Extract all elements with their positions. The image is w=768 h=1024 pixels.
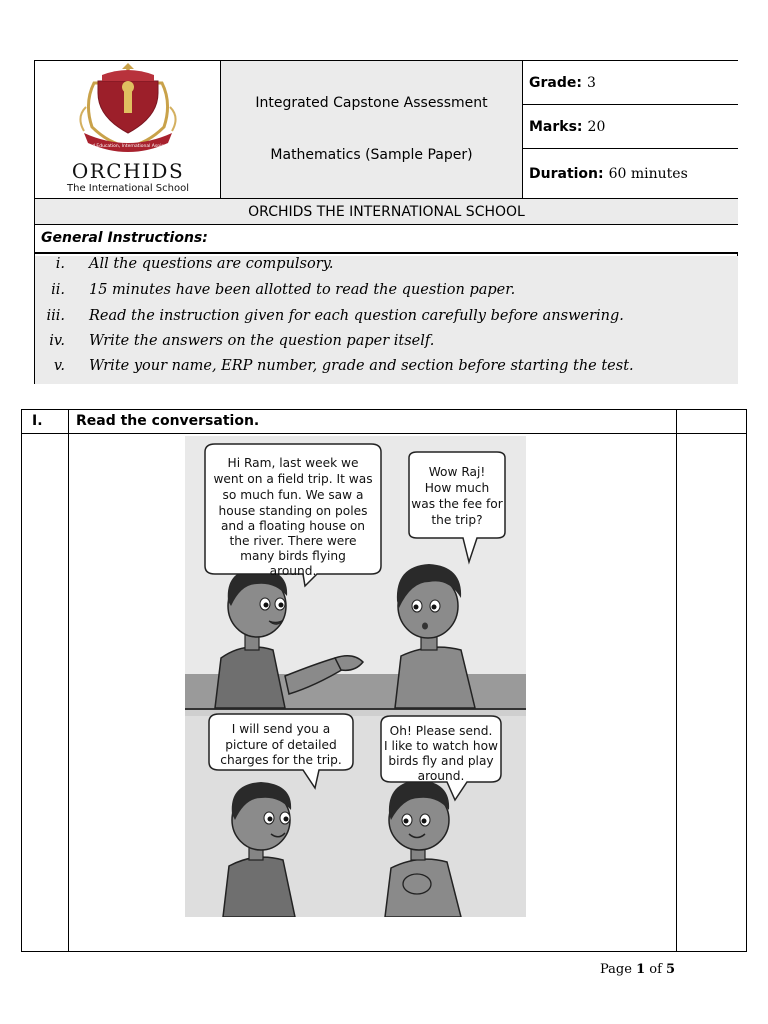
instructions-heading: General Instructions: (35, 225, 738, 254)
bubble-3-line: charges for the trip. (220, 753, 342, 767)
question-text: Read the conversation. (76, 413, 260, 429)
instruction-number: iii. (46, 308, 65, 324)
bubble-2-line: the trip? (431, 513, 483, 527)
info-cell (523, 61, 738, 198)
bubble-2-line: Wow Raj! (428, 465, 486, 479)
header-box (34, 60, 738, 384)
instruction-text: All the questions are compulsory. (89, 256, 334, 272)
school-name: ORCHIDS THE INTERNATIONAL SCHOOL (35, 198, 738, 225)
instruction-text: Write the answers on the question paper itself. (89, 333, 435, 349)
marks-value: 20 (587, 118, 606, 135)
instruction-number: ii. (51, 282, 65, 298)
paper-title: Integrated Capstone Assessment (255, 95, 488, 111)
title-cell (221, 61, 523, 198)
paper-subject: Mathematics (Sample Paper) (270, 147, 473, 163)
page-word: Page (600, 962, 632, 977)
instruction-number: v. (53, 358, 65, 374)
duration-row (523, 149, 738, 198)
bubble-4-line: I like to watch how (383, 739, 499, 753)
instruction-number: iv. (49, 333, 65, 349)
school-logo (35, 61, 221, 198)
instruction-number: i. (55, 256, 65, 272)
bubble-1-line: house standing on poles (218, 504, 368, 518)
row-divider (22, 433, 746, 434)
logo-subtitle: The International School (67, 183, 189, 194)
bubble-4-line: birds fly and play (388, 754, 494, 768)
column-divider (68, 410, 69, 951)
grade-label: Grade: (529, 74, 582, 91)
instruction-text: Write your name, ERP number, grade and section before starting the test. (89, 358, 634, 374)
instruction-item (35, 333, 738, 359)
logo-wordmark: ORCHIDS (71, 159, 185, 183)
duration-value: 60 minutes (608, 165, 688, 182)
current-page: 1 (636, 962, 646, 977)
instruction-text: Read the instruction given for each question carefully before answering. (89, 308, 624, 324)
bubble-2-line: How much (424, 481, 490, 495)
bubble-1-line: and a floating house on (220, 519, 366, 533)
instructions-list (35, 256, 738, 384)
logo-cell (35, 61, 221, 198)
bubble-3-line: picture of detailed (225, 738, 337, 752)
instruction-item (35, 308, 738, 334)
bubble-1-line: around. (269, 564, 317, 578)
total-pages: 5 (666, 962, 676, 977)
instruction-item (35, 358, 738, 384)
comic-svg (185, 436, 526, 917)
bubble-4-line: Oh! Please send. (389, 724, 493, 738)
instruction-text: 15 minutes have been allotted to read the question paper. (89, 282, 516, 298)
bubble-2-line: was the fee for (411, 497, 503, 511)
duration-label: Duration: (529, 165, 604, 182)
bubble-1-line: Hi Ram, last week we (227, 456, 359, 470)
instruction-item (35, 282, 738, 308)
question-number: I. (32, 413, 43, 429)
comic-illustration (185, 436, 526, 917)
marks-row (523, 105, 738, 149)
marks-label: Marks: (529, 118, 583, 135)
column-divider (676, 410, 677, 951)
bubble-1-line: the river. There were (229, 534, 357, 548)
of-word: of (649, 962, 662, 977)
bubble-1-line: so much fun. We saw a (222, 488, 364, 502)
bubble-1-line: went on a field trip. It was (213, 472, 373, 486)
bubble-4-line: around. (417, 769, 465, 783)
grade-row (523, 61, 738, 105)
grade-value: 3 (586, 74, 596, 91)
bubble-1-line: many birds flying (240, 549, 346, 563)
page-number (600, 962, 675, 977)
logo-ribbon-text: Unified Education, International Aspirations (79, 144, 177, 149)
instruction-item (35, 256, 738, 282)
bubble-3-line: I will send you a (231, 722, 331, 736)
